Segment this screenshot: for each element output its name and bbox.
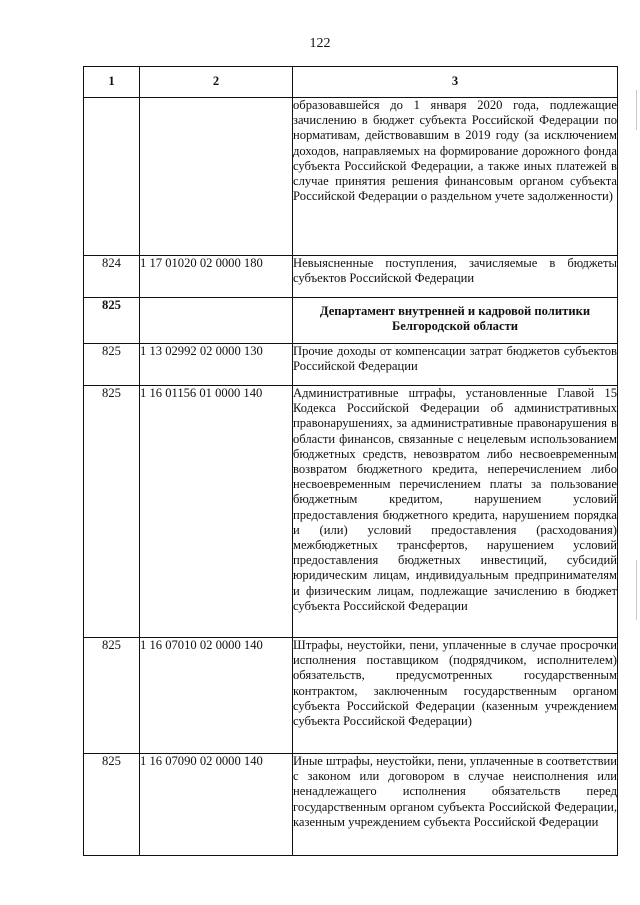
- header-col-3: 3: [293, 67, 618, 98]
- revenue-description-cell: Иные штрафы, неустойки, пени, уплаченные в соответствии с законом или договором в случае неисполнения или ненадлежащего исполнения обязательств перед государственным органом субъекта Российской Федерации, казенным учреждением субъекта Российской Федерации: [293, 754, 618, 856]
- table-row: [84, 754, 618, 856]
- admin-code-cell: 825: [84, 638, 140, 754]
- department-heading-row: [84, 298, 618, 344]
- scan-edge-mark: [636, 90, 637, 130]
- revenue-code-cell: [140, 298, 293, 344]
- admin-code-cell: 825: [84, 386, 140, 638]
- table-row: [84, 344, 618, 386]
- revenue-code-cell: 1 13 02992 02 0000 130: [140, 344, 293, 386]
- department-name-cell: Департамент внутренней и кадровой политики Белгородской области: [293, 298, 618, 344]
- table-row: [84, 386, 618, 638]
- scan-edge-mark: [636, 560, 637, 620]
- revenue-description-cell: Невыясненные поступления, зачисляемые в бюджеты субъектов Российской Федерации: [293, 256, 618, 298]
- revenue-code-cell: 1 17 01020 02 0000 180: [140, 256, 293, 298]
- admin-code-cell: 825: [84, 298, 140, 344]
- admin-code-cell: 824: [84, 256, 140, 298]
- page-number: 122: [309, 36, 331, 51]
- revenue-code-cell: [140, 98, 293, 256]
- revenue-description-cell: Штрафы, неустойки, пени, уплаченные в случае просрочки исполнения поставщиком (подрядчиком, исполнителем) обязательств, предусмотренных государственным контрактом, заключенным государственным органом субъекта Российской Федерации (казенным учреждением субъекта Российской Федерации): [293, 638, 618, 754]
- admin-code-cell: [84, 98, 140, 256]
- revenue-code-cell: 1 16 01156 01 0000 140: [140, 386, 293, 638]
- revenue-description-cell: Административные штрафы, установленные Главой 15 Кодекса Российской Федерации об административных правонарушениях, за административные правонарушения в области финансов, связанные с нецелевым использованием бюджетных средств, невозвратом либо несвоевременным возвратом бюджетного кредита, неперечислением либо несвоевременным перечислением платы за пользование бюджетным кредитом, нарушением условий предоставления бюджетного кредита, нарушением порядка и (или) условий предоставления (расходования) межбюджетных трансфертов, нарушением условий предоставления бюджетных инвестиций, субсидий юридическим лицам, индивидуальным предпринимателям и физическим лицам, подлежащие зачислению в бюджет субъекта Российской Федерации: [293, 386, 618, 638]
- header-col-1: 1: [84, 67, 140, 98]
- revenue-description-cell: образовавшейся до 1 января 2020 года, подлежащие зачислению в бюджет субъекта Российской Федерации по нормативам, действовавшим в 2019 году (за исключением доходов, направляемых на формирование дорожного фонда субъекта Российской Федерации, а также иных платежей в случае принятия решения финансовым органом субъекта Российской Федерации о раздельном учете задолженности): [293, 98, 618, 256]
- revenue-description-cell: Прочие доходы от компенсации затрат бюджетов субъектов Российской Федерации: [293, 344, 618, 386]
- admin-code-cell: 825: [84, 344, 140, 386]
- table-row: [84, 256, 618, 298]
- revenue-code-cell: 1 16 07010 02 0000 140: [140, 638, 293, 754]
- table-row: [84, 98, 618, 256]
- table-header-row: [84, 67, 618, 98]
- revenue-code-cell: 1 16 07090 02 0000 140: [140, 754, 293, 856]
- table-row: [84, 638, 618, 754]
- admin-code-cell: 825: [84, 754, 140, 856]
- header-col-2: 2: [140, 67, 293, 98]
- budget-classification-table: [83, 66, 618, 856]
